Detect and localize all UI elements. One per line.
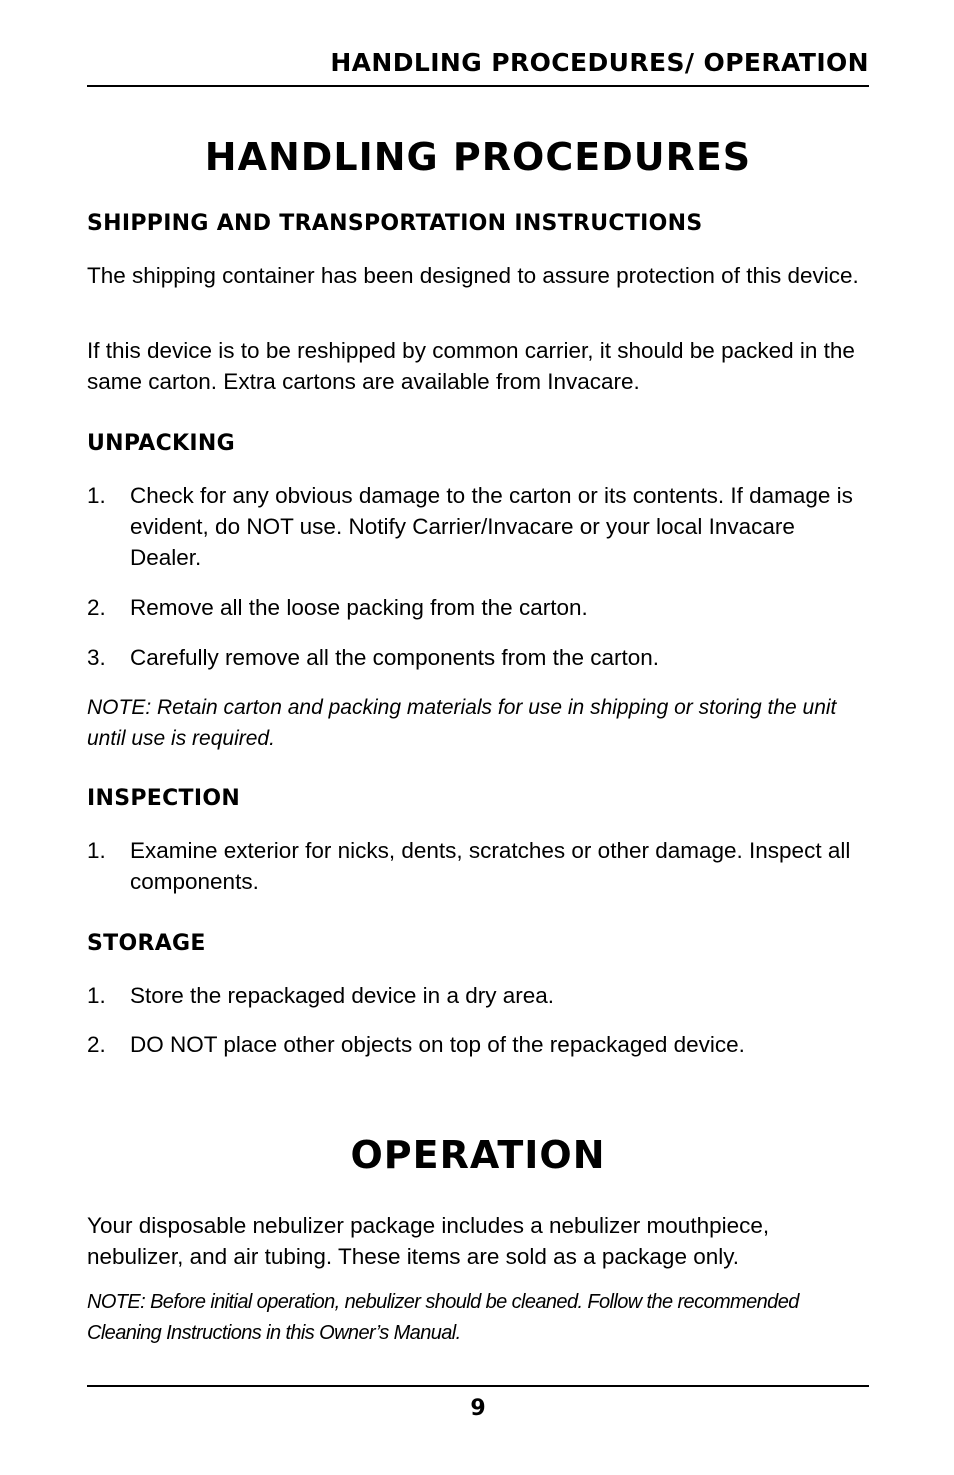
unpacking-step-2 bbox=[87, 592, 869, 623]
inspection-step-1 bbox=[87, 835, 869, 897]
shipping-paragraph-2: If this device is to be reshipped by common carrier, it should be packed in the same carton. Extra cartons are available from Invacare. bbox=[87, 338, 855, 394]
handling-procedures-title: HANDLING PROCEDURES bbox=[204, 135, 752, 179]
manual-page bbox=[87, 0, 869, 1475]
storage-step-1 bbox=[87, 980, 869, 1011]
storage-heading: STORAGE bbox=[87, 931, 206, 956]
unpacking-note: NOTE: Retain carton and packing materials for use in shipping or storing the unit until use is required. bbox=[87, 696, 837, 750]
operation-note: NOTE: Before initial operation, nebulizer should be cleaned. Follow the recommended Cleaning Instructions in this Owner’s Manual. bbox=[87, 1291, 799, 1344]
unpacking-step-3 bbox=[87, 642, 869, 673]
step-number: 2. bbox=[87, 1032, 106, 1057]
header-rule bbox=[87, 85, 869, 87]
running-header: HANDLING PROCEDURES/ OPERATION bbox=[330, 48, 869, 77]
storage-step-2 bbox=[87, 1029, 869, 1060]
step-number: 1. bbox=[87, 983, 106, 1008]
step-text: Examine exterior for nicks, dents, scratches or other damage. Inspect all components. bbox=[130, 838, 851, 894]
unpacking-heading: UNPACKING bbox=[87, 431, 235, 456]
inspection-heading: INSPECTION bbox=[87, 786, 241, 811]
step-number: 1. bbox=[87, 838, 106, 863]
step-number: 2. bbox=[87, 595, 106, 620]
footer-rule bbox=[87, 1385, 869, 1387]
step-text: Remove all the loose packing from the carton. bbox=[130, 595, 588, 620]
shipping-heading: SHIPPING AND TRANSPORTATION INSTRUCTIONS bbox=[87, 211, 703, 236]
operation-paragraph: Your disposable nebulizer package includes a nebulizer mouthpiece, nebulizer, and air tubing. These items are sold as a package only. bbox=[87, 1213, 770, 1269]
unpacking-step-1 bbox=[87, 480, 869, 573]
shipping-paragraph-1: The shipping container has been designed to assure protection of this device. bbox=[87, 263, 859, 288]
step-text: Carefully remove all the components from the carton. bbox=[130, 645, 659, 670]
step-number: 1. bbox=[87, 483, 106, 508]
step-text: Store the repackaged device in a dry area. bbox=[130, 983, 555, 1008]
step-number: 3. bbox=[87, 645, 106, 670]
operation-title: OPERATION bbox=[350, 1133, 606, 1177]
step-text: Check for any obvious damage to the carton or its contents. If damage is evident, do NOT use. Notify Carrier/Invacare or your local Invacare Dealer. bbox=[130, 483, 853, 570]
page-number: 9 bbox=[470, 1396, 486, 1421]
step-text: DO NOT place other objects on top of the repackaged device. bbox=[130, 1032, 745, 1057]
